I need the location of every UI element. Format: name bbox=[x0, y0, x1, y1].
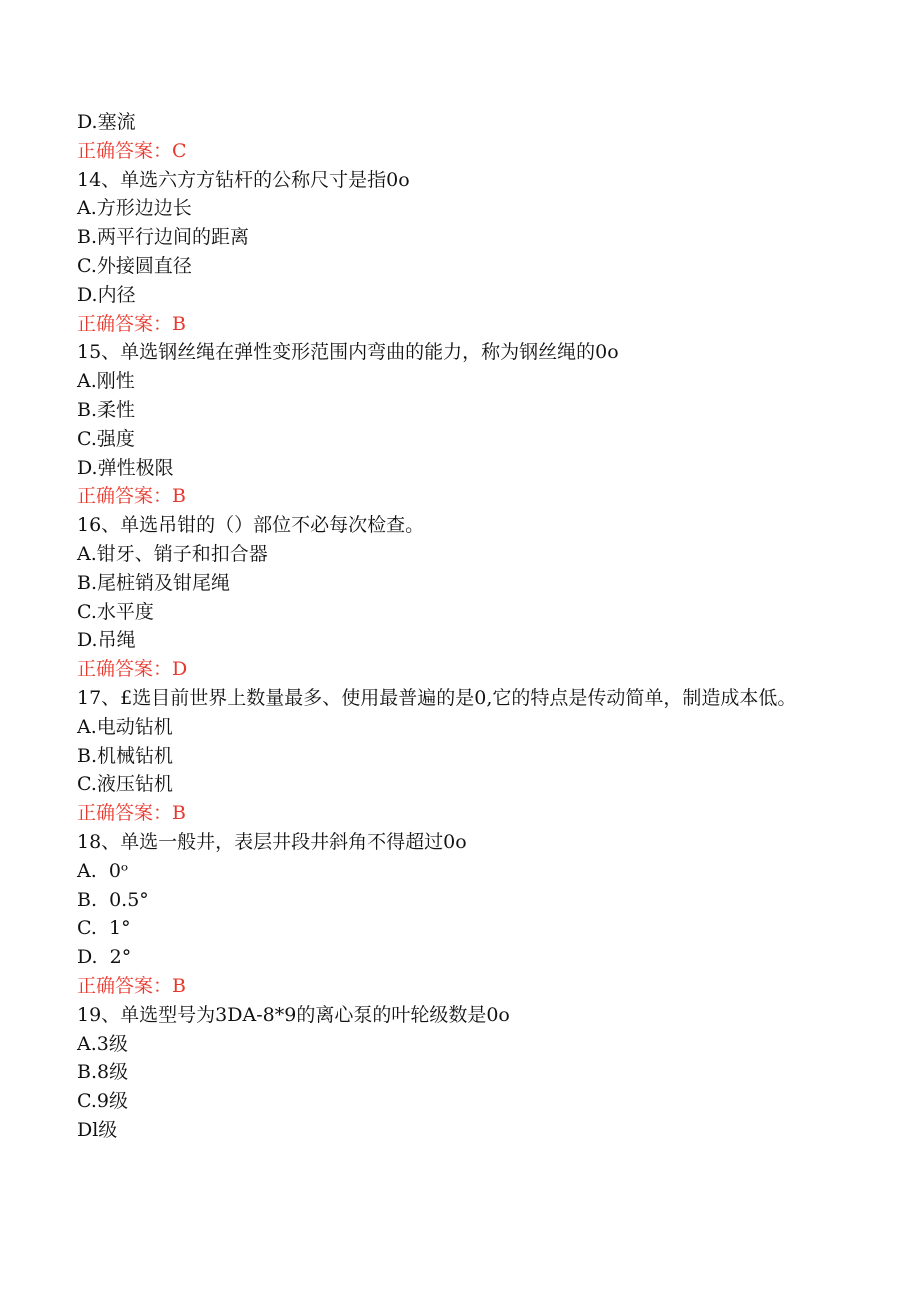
question-text: 19、单选型号为3DA-8*9的离心泵的叶轮级数是0o bbox=[77, 1003, 510, 1026]
option-item: C.9级 bbox=[77, 1090, 128, 1113]
correct-answer: 正确答案：C bbox=[77, 139, 187, 162]
question-14 bbox=[77, 166, 837, 339]
question-15 bbox=[77, 338, 837, 511]
option-item: B.机械钻机 bbox=[77, 744, 174, 767]
correct-answer: 正确答案：B bbox=[77, 485, 186, 508]
option-item: A.3级 bbox=[77, 1032, 128, 1055]
option-item: B.尾桩销及钳尾绳 bbox=[77, 571, 231, 594]
option-item: B. 0.5° bbox=[77, 888, 149, 911]
question-16 bbox=[77, 511, 837, 684]
question-text: 18、单选一般井，表层井段井斜角不得超过0o bbox=[77, 830, 467, 853]
option-item: D.塞流 bbox=[77, 111, 136, 133]
option-item: B.柔性 bbox=[77, 398, 136, 421]
option-item: C.液压钻机 bbox=[77, 773, 173, 796]
option-item: C. 1° bbox=[77, 917, 131, 940]
option-item: C.外接圆直径 bbox=[77, 254, 192, 277]
correct-answer: 正确答案：D bbox=[77, 658, 188, 681]
question-list bbox=[77, 108, 837, 1145]
option-item: B.两平行边间的距离 bbox=[77, 226, 250, 249]
question-text: 15、单选钢丝绳在弹性变形范围内弯曲的能力，称为钢丝绳的0o bbox=[77, 341, 619, 364]
lead-fragment bbox=[77, 108, 837, 166]
option-item: D.内径 bbox=[77, 283, 136, 306]
option-item: D.弹性极限 bbox=[77, 456, 174, 479]
question-text: 17、£选目前世界上数量最多、使用最普遍的是0,它的特点是传动简单，制造成本低。 bbox=[77, 686, 797, 709]
correct-answer: 正确答案：B bbox=[77, 974, 186, 997]
option-item: B.8级 bbox=[77, 1061, 129, 1084]
option-item: C.强度 bbox=[77, 427, 135, 450]
option-item: A.刚性 bbox=[77, 370, 135, 393]
question-18 bbox=[77, 828, 837, 1001]
option-item: C.水平度 bbox=[77, 600, 154, 623]
correct-answer: 正确答案：B bbox=[77, 802, 186, 825]
option-item: A.钳牙、销子和扣合器 bbox=[77, 542, 268, 565]
correct-answer: 正确答案：B bbox=[77, 312, 186, 335]
option-item: A.方形边边长 bbox=[77, 197, 192, 220]
option-item: A. 0ᵒ bbox=[77, 859, 129, 882]
question-19 bbox=[77, 1001, 837, 1145]
question-text: 14、单选六方方钻杆的公称尺寸是指0o bbox=[77, 168, 410, 191]
question-text: 16、单选吊钳的（）部位不必每次检查。 bbox=[77, 514, 425, 537]
option-item: Dl级 bbox=[77, 1118, 118, 1141]
option-item: A.电动钻机 bbox=[77, 715, 173, 738]
option-item: D.吊绳 bbox=[77, 629, 136, 652]
option-item: D. 2° bbox=[77, 946, 132, 969]
question-17 bbox=[77, 684, 837, 828]
